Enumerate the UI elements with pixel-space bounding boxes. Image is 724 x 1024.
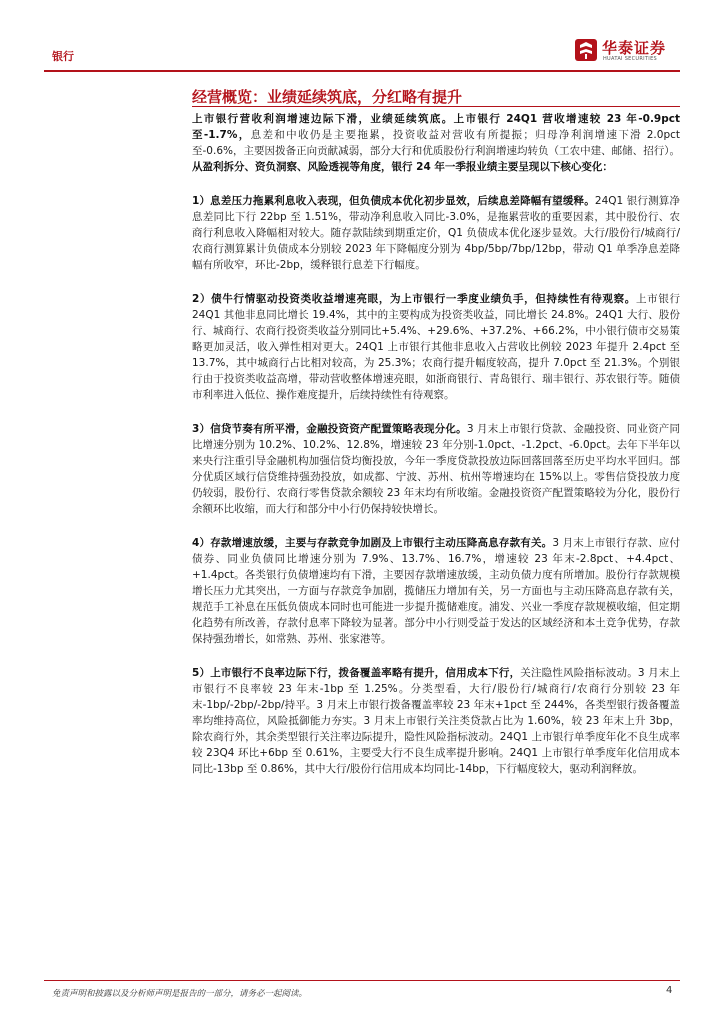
- section-label: 银行: [52, 50, 74, 63]
- section-title: 经营概览：业绩延续筑底，分红略有提升: [192, 88, 463, 106]
- page-number: 4: [666, 985, 673, 996]
- intro-text: 息差和中收仍是主要拖累，投资收益对营收有所提振；归母净利润增速下滑 2.0pct 至-0.6%，主要因拨备正向贡献减弱，部分大行和优质股份行利润增速均转负（工农中建、邮储、招行）。: [192, 129, 681, 157]
- point-3-text: 3 月末上市银行贷款、金融投资、同业资产同比增速分别为 10.2%、10.2%、12.8%，增速较 23 年分别-1.0pct、-1.2pct、-6.0pct。去年下半年以来央行注重引导金融机构加强信贷均衡投放，今年一季度贷款投放边际回落回落至历史平均水平回归。部分优质区域行信贷维持强劲投放，如成都、宁波、苏州、杭州等增速均在 15%以上。零售信贷投放力度仍较弱，股份行、农商行零售贷款余额较 23 年末均有所收缩。金融投资资产配置策略较为分化，股份行余额环比收缩，而大行和部分中小行仍保持较快增长。: [192, 423, 680, 515]
- point-5-text: 关注隐性风险指标波动。3 月末上市银行不良率较 23 年末-1bp 至 1.25%。分类型看，大行/股份行/城商行/农商行分别较 23 年末-1bp/-2bp/-2bp/持平。3 月末上市银行拨备覆盖率较 23 年末+1pct 至 244%，各类型银行拨备覆盖率均维持高位，风险抵御能力夯实。3 月末上市银行关注类贷款占比为 1.60%，较 23 年末上升 3bp，除农商行外，其余类型银行关注率边际提升，隐性风险指标波动。24Q1 上市银行单季度年化不良生成率较 23Q4 环比+6bp 至 0.61%，主要受大行不良生成率提升影响。24Q1 上市银行单季度年化信用成本同比-13bp 至 0.86%，其中大行/股份行信用成本均同比-14bp，下行幅度较大，驱动利润释放。: [192, 667, 680, 775]
- point-2-paragraph: [192, 291, 680, 403]
- huatai-logo: [574, 36, 682, 68]
- point-2-lead: 2）债牛行情驱动投资类收益增速亮眼，为上市银行一季度业绩负手，但持续性有待观察。: [192, 293, 636, 305]
- point-3-paragraph: [192, 421, 680, 517]
- report-body: [192, 111, 680, 777]
- point-4-lead: 4）存款增速放缓，主要与存款竞争加剧及上市银行主动压降高息存款有关。: [192, 537, 553, 549]
- huatai-logo-mark-icon: [574, 38, 598, 62]
- intro-paragraph: [192, 111, 680, 175]
- title-underline: [192, 106, 680, 107]
- intro-tail: 从盈利拆分、资负洞察、风险透视等角度，银行 24 年一季报业绩主要呈现以下核心变化：: [192, 161, 613, 173]
- point-1-text: 24Q1 银行测算净息差同比下行 22bp 至 1.51%，带动净利息收入同比-3.0%，是拖累营收的重要因素，其中股份行、农商行利息收入降幅相对较大。随存款陆续到期重定价，Q1 负债成本优化逐步显效。大行/股份行/城商行/农商行测算累计负债成本分别较 2023 年下降幅度分别为 4bp/5bp/7bp/12bp，带动 Q1 单季净息差降幅有所收窄，环比-2bp，缓释银行息差下行幅度。: [192, 195, 680, 271]
- logo-chinese-name: 华泰证券: [602, 39, 667, 57]
- logo-english-name: HUATAI SECURITIES: [603, 56, 657, 62]
- point-1-paragraph: [192, 193, 680, 273]
- point-1-lead: 1）息差压力拖累利息收入表现，但负债成本优化初步显效，后续息差降幅有望缓释。: [192, 195, 595, 207]
- point-4-text: 3 月末上市银行存款、应付债券、同业负债同比增速分别为 7.9%、13.7%、16.7%，增速较 23 年末-2.8pct、+4.4pct、+1.4pct。各类银行负债增速均有下滑，主要因存款增速放缓，主动负债力度有所增加。股份行存款规模增长压力尤其突出，一方面与存款竞争加剧，揽储压力增加有关，另一方面也与主动压降高息存款有关，规范手工补息在压低负债成本同时也可能进一步提升揽储难度。浦发、兴业一季度存款规模收缩，但定期化趋势有所改善，存款付息率下降较为显著。部分中小行则受益于发达的区域经济和本土竞争优势，存款保持强劲增长，如常熟、苏州、张家港等。: [192, 537, 680, 645]
- point-5-lead: 5）上市银行不良率边际下行，拨备覆盖率略有提升，信用成本下行，: [192, 667, 521, 679]
- intro-lead: 上市银行营收利润增速边际下滑，业绩延续筑底。上市银行 24Q1 营收增速较 23 年-0.9pct 至-1.7%，: [192, 113, 680, 141]
- footer-disclaimer: 免责声明和披露以及分析师声明是报告的一部分，请务必一起阅读。: [52, 989, 308, 999]
- point-5-paragraph: [192, 665, 680, 777]
- header-divider: [44, 70, 680, 72]
- point-3-lead: 3）信贷节奏有所平滑，金融投资资产配置策略表现分化。: [192, 423, 467, 435]
- point-2-text: 上市银行 24Q1 其他非息同比增长 19.4%，其中的主要构成为投资类收益，同比增长 24.8%。24Q1 大行、股份行、城商行、农商行投资类收益分别同比+5.4%、+29.6%、+37.2%、+66.2%，中小银行债市交易策略更加灵活，收入弹性相对更大。24Q1 上市银行其他非息收入占营收比例较 2023 年提升 2.4pct 至 13.7%，其中城商行占比相对较高，为 25.3%；农商行提升幅度较高，提升 7.0pct 至 21.3%。个别银行由于投资类收益高增，带动营收整体增速亮眼，如浙商银行、青岛银行、瑞丰银行、苏农银行等。随债市利率进入低位、操作难度提升，后续持续性有待观察。: [192, 293, 681, 401]
- point-4-paragraph: [192, 535, 680, 647]
- footer-divider: [44, 980, 680, 981]
